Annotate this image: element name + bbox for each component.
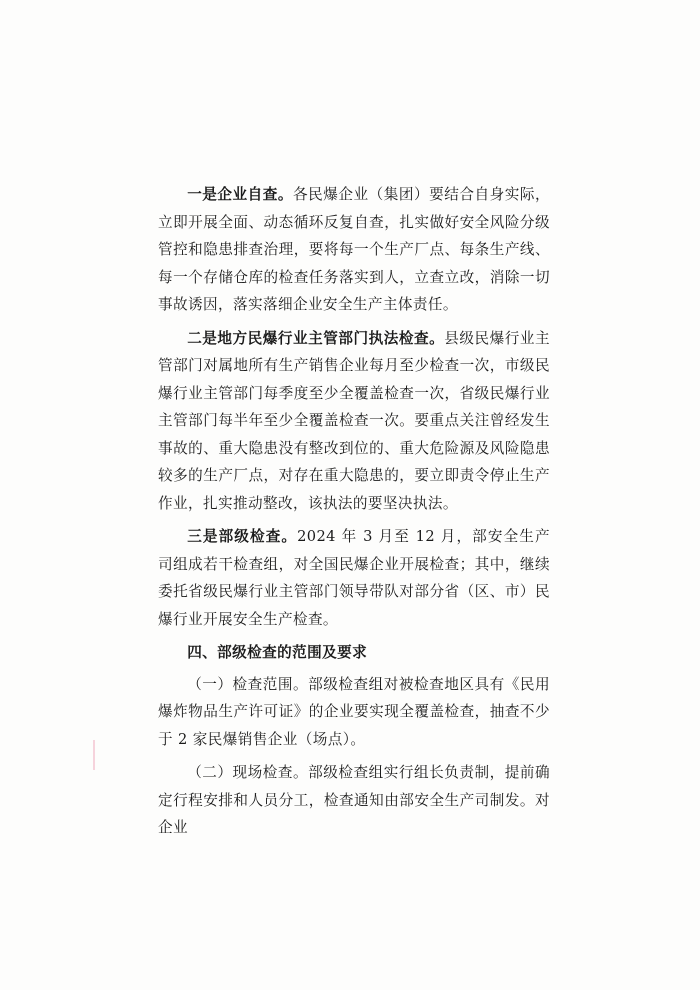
paragraph-text: 部级检查组实行组长负责制，提前确定行程安排和人员分工，检查通知由部安全生产司制发。对企业 — [158, 764, 550, 836]
paragraph-text: 部级检查组对被检查地区具有《民用爆炸物品生产许可证》的企业要实现全覆盖检查，抽查不少于 2 家民爆销售企业（场点）。 — [158, 675, 550, 748]
document-body — [158, 181, 550, 848]
paragraph-text: 2024 年 3 月至 12 月，部安全生产司组成若干检查组，对全国民爆企业开展检查；其中，继续委托省级民爆行业主管部门领导带队对部分省（区、市）民爆行业开展安全生产检查。 — [158, 528, 550, 628]
paragraph-lead: 二是地方民爆行业主管部门执法检查。 — [187, 329, 445, 347]
paragraph-lead: （二）现场检查。 — [187, 764, 309, 781]
paragraph-ministry-inspection — [158, 523, 550, 633]
paragraph-lead: 三是部级检查。 — [187, 528, 298, 545]
paragraph-local-inspection — [158, 325, 550, 518]
section-heading-scope-requirements: 四、部级检查的范围及要求 — [187, 644, 368, 661]
paragraph-lead: 一是企业自查。 — [187, 186, 294, 203]
paragraph-text: 各民爆企业（集团）要结合自身实际，立即开展全面、动态循环反复自查，扎实做好安全风险分级管控和隐患排查治理，要将每一个生产厂点、每条生产线、每一个存储仓库的检查任务落实到人，立查立改，消除一切事故诱因，落实落细企业安全生产主体责任。 — [158, 186, 550, 313]
paragraph-onsite-inspection — [158, 759, 550, 842]
margin-mark — [93, 740, 95, 770]
paragraph-text: 县级民爆行业主管部门对属地所有生产销售企业每月至少检查一次，市级民爆行业主管部门每季度至少全覆盖检查一次，省级民爆行业主管部门每半年至少全覆盖检查一次。要重点关注曾经发生事故的、重大隐患没有整改到位的、重大危险源及风险隐患较多的生产厂点，对存在重大隐患的，要立即责令停止生产作业，扎实推动整改，该执法的要坚决执法。 — [158, 329, 550, 512]
paragraph-enterprise-self-check — [158, 181, 550, 319]
paragraph-inspection-scope — [158, 671, 550, 754]
paragraph-lead: （一）检查范围。 — [187, 675, 309, 693]
